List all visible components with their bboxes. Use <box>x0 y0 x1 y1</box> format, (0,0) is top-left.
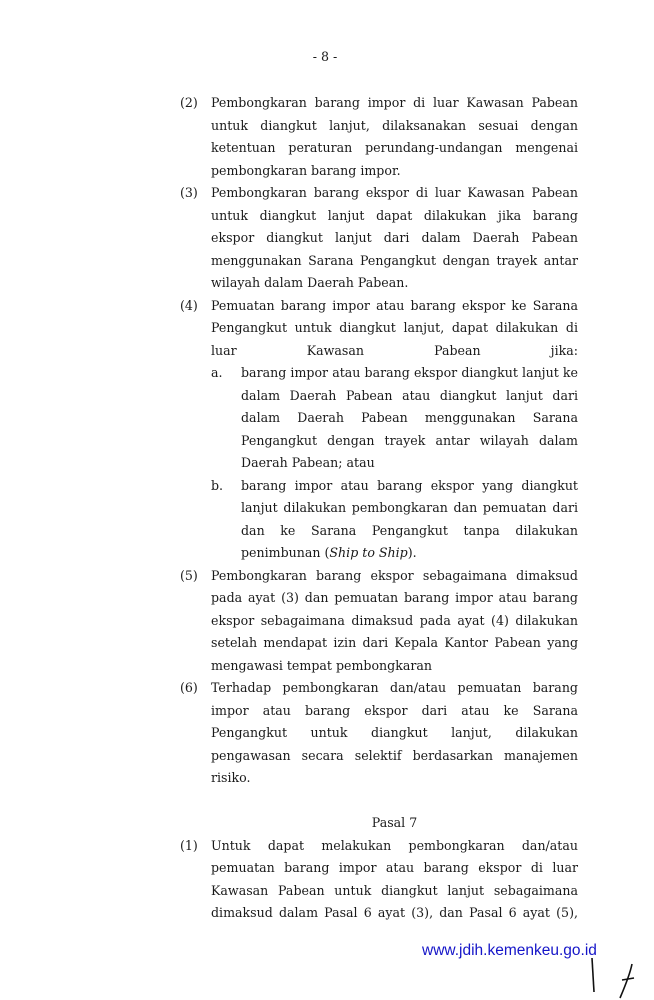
source-url-watermark[interactable]: www.jdih.kemenkeu.go.id <box>422 942 597 959</box>
text-line: pengawasan secara selektif berdasarkan manajemen <box>211 747 578 763</box>
text-line: pembongkaran barang impor. <box>211 162 401 178</box>
text-line: menggunakan Sarana Pengangkut dengan trayek antar <box>211 252 578 268</box>
list-item-marker: a. <box>211 365 223 380</box>
text-line: Untuk dapat melakukan pembongkaran dan/atau <box>211 837 578 853</box>
initials-signature <box>580 950 650 1000</box>
text-line: dalam Daerah Pabean menggunakan Sarana <box>241 410 578 425</box>
list-item-marker: b. <box>211 477 224 493</box>
text-line: Pemuatan barang impor atau barang ekspor ke Sarana <box>211 297 578 313</box>
paragraph-number: (3) <box>180 185 198 200</box>
text-line: dimaksud dalam Pasal 6 ayat (3), dan Pasal 6 ayat (5), <box>211 905 578 920</box>
paragraph <box>180 835 578 925</box>
text-line: Pengangkut untuk diangkut lanjut, dilakukan <box>211 725 578 740</box>
paragraph-number: (5) <box>180 567 198 583</box>
page-number: - 8 - <box>312 49 338 64</box>
section-heading: Pasal 7 <box>371 815 418 830</box>
text-line: ketentuan peraturan perundang-undangan mengenai <box>211 140 578 155</box>
text-line: Pengangkut untuk diangkut lanjut, dapat dilakukan di <box>211 320 578 335</box>
text-line: untuk diangkut lanjut dapat dilakukan jika barang <box>211 207 578 223</box>
paragraph-number: (4) <box>180 297 198 313</box>
paragraph <box>180 677 578 790</box>
list-item <box>211 475 578 565</box>
paragraph <box>180 182 578 295</box>
text-line: Terhadap pembongkaran dan/atau pemuatan barang <box>211 680 578 695</box>
text-segment: penimbunan ( <box>241 545 330 560</box>
text-line: wilayah dalam Daerah Pabean. <box>211 275 409 290</box>
text-line <box>241 542 578 565</box>
text-line: barang impor atau barang ekspor diangkut lanjut ke <box>241 365 578 380</box>
paragraph-number: (2) <box>180 95 198 110</box>
paragraph <box>180 295 578 565</box>
text-line: barang impor atau barang ekspor yang diangkut <box>241 477 578 493</box>
text-line: dalam Daerah Pabean atau diangkut lanjut dari <box>241 387 578 403</box>
text-line: ekspor sebagaimana dimaksud pada ayat (4) dilakukan <box>211 612 578 628</box>
paragraph <box>180 92 578 182</box>
paragraph-number: (6) <box>180 680 198 695</box>
text-line: Daerah Pabean; atau <box>241 455 375 470</box>
text-line: Pembongkaran barang ekspor sebagaimana dimaksud <box>211 567 578 583</box>
text-segment: ). <box>407 545 417 560</box>
text-line: pada ayat (3) dan pemuatan barang impor atau barang <box>211 590 578 605</box>
text-line: ekspor diangkut lanjut dari dalam Daerah Pabean <box>211 230 578 245</box>
text-line: Pembongkaran barang impor di luar Kawasan Pabean <box>211 95 578 110</box>
text-line: mengawasi tempat pembongkaran <box>211 657 432 673</box>
text-line: untuk diangkut lanjut, dilaksanakan sesuai dengan <box>211 117 578 133</box>
text-line: Kawasan Pabean untuk diangkut lanjut sebagaimana <box>211 882 578 898</box>
text-line: risiko. <box>211 770 251 785</box>
list-item <box>211 362 578 475</box>
text-line: pemuatan barang impor atau barang ekspor di luar <box>211 860 578 875</box>
paragraph <box>180 565 578 678</box>
text-line: luar Kawasan Pabean jika: <box>211 342 578 358</box>
text-line: setelah mendapat izin dari Kepala Kantor Pabean yang <box>211 635 578 650</box>
text-line: impor atau barang ekspor dari atau ke Sarana <box>211 702 578 718</box>
text-line: Pengangkut dengan trayek antar wilayah dalam <box>241 432 578 448</box>
document-body <box>180 92 578 925</box>
italic-term: Ship to Ship <box>329 545 408 560</box>
paragraph-number: (1) <box>180 837 198 853</box>
text-line: dan ke Sarana Pengangkut tanpa dilakukan <box>241 522 578 538</box>
text-line: Pembongkaran barang ekspor di luar Kawasan Pabean <box>211 185 578 200</box>
text-line: lanjut dilakukan pembongkaran dan pemuatan dari <box>241 500 578 515</box>
